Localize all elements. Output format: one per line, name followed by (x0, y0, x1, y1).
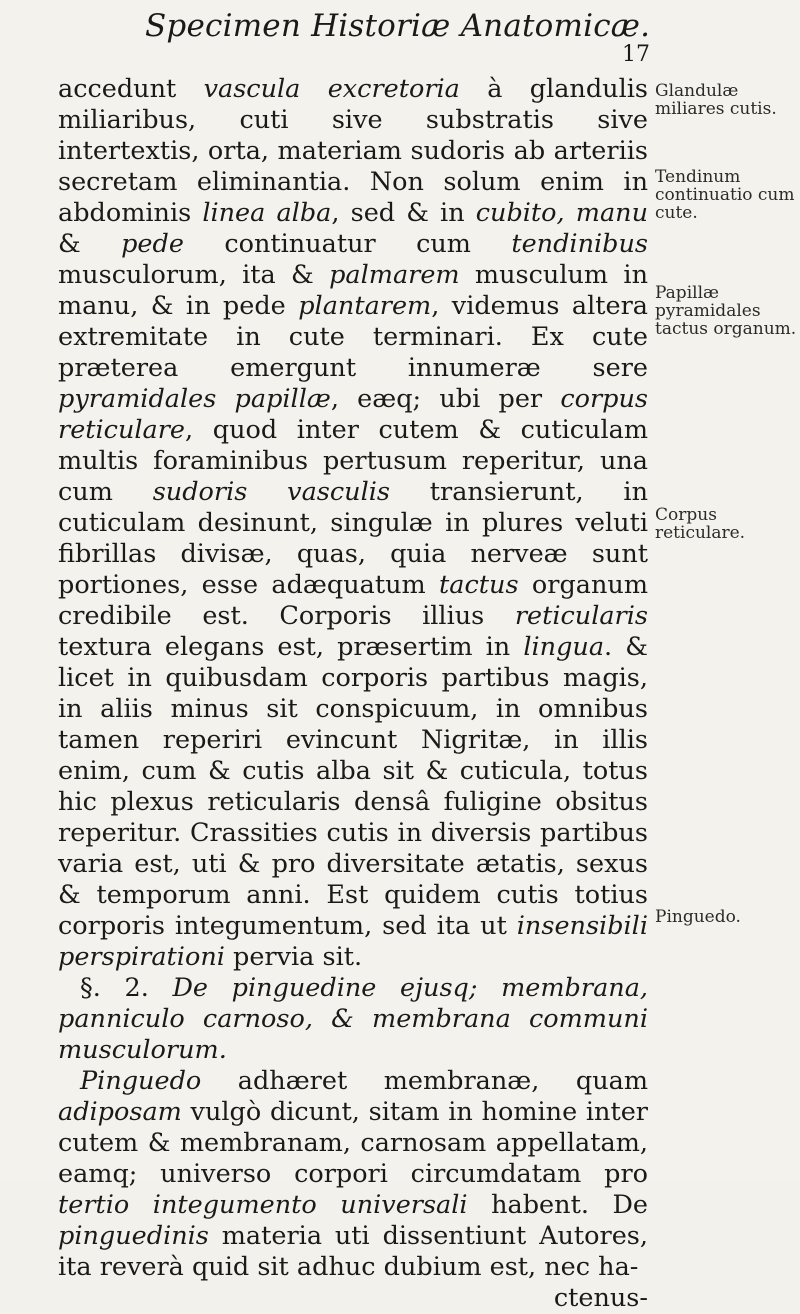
text-run: materia uti dissentiunt Autores, ita reverà quid sit adhuc dubium est, nec ha- (58, 1221, 648, 1282)
italic-term: insensibili perspirationi (58, 911, 648, 972)
italic-term: pyramidales papillæ (58, 384, 331, 414)
italic-term: pinguedinis (58, 1221, 209, 1251)
text-run: musculum in manu, & in pede (58, 260, 648, 321)
italic-term: tendinibus (511, 229, 648, 259)
text-run: , quod inter cutem & cuticulam multis foraminibus pertusum reperitur, una cum (58, 415, 648, 507)
italic-term: cubito, manu (475, 198, 648, 228)
italic-term: tactus (439, 570, 519, 600)
text-run: continuatur cum (183, 229, 512, 259)
text-run: accedunt (58, 74, 204, 104)
margin-note-pinguedo: Pinguedo. (655, 907, 741, 927)
paragraph-2 (58, 1066, 648, 1283)
text-run: transierunt, in cuticulam desinunt, singulæ in plures veluti fibrillas divisæ, quas, quia nerveæ sunt portiones, esse adæquatum (58, 477, 648, 600)
italic-term: tertio integumento universali (58, 1190, 468, 1220)
main-text (58, 46, 648, 1314)
text-run: à glandulis miliaribus, cuti sive substratis sive intertextis, orta, materiam sudoris ab arteriis secretam eliminantia. Non solum enim in abdominis (58, 74, 648, 228)
text-run: organum credibile est. Corporis illius (58, 570, 648, 631)
italic-term: linea alba (202, 198, 332, 228)
text-run: musculorum, ita & (58, 260, 330, 290)
italic-term: adiposam (58, 1097, 182, 1127)
margin-note-corpus: Corpus reticulare. (655, 505, 746, 543)
italic-term: plantarem (298, 291, 432, 321)
page-number: 17 (622, 42, 650, 67)
text-run: , sed & in (331, 198, 476, 228)
section-title: De pinguedine ejusq; membrana, panniculo carnoso, & membrana communi musculorum. (58, 973, 649, 1065)
text-run: habent. De (467, 1190, 648, 1220)
paragraph-1 (58, 74, 648, 973)
italic-term: vascula excretoria (203, 74, 460, 104)
italic-term: Pinguedo (80, 1066, 202, 1096)
text-run: adhæret membranæ, quam (201, 1066, 648, 1096)
running-title: Specimen Historiæ Anatomicæ. (145, 8, 651, 44)
margin-note-glandulae: Glandulæ miliares cutis. (655, 81, 777, 119)
margin-note-papillae: Papillæ pyramidales tactus organum. (655, 283, 797, 339)
catchword: ctenus- (553, 1283, 648, 1313)
text-run: , videmus altera extremitate in cute terminari. Ex cute præterea emergunt innumeræ sere (58, 291, 648, 383)
text-run: vulgò dicunt, sitam in homine inter cutem & membranam, carnosam appellatam, eamq; universo corpori circumdatam pro (58, 1097, 648, 1189)
section-heading (58, 973, 648, 1066)
italic-term: corpus reticulare (58, 384, 648, 445)
italic-term: palmarem (329, 260, 460, 290)
italic-term: pede (121, 229, 184, 259)
text-run: pervia sit. (224, 942, 363, 972)
text-run: , eæq; ubi per (330, 384, 561, 414)
margin-note-tendinum: Tendinum continuatio cum cute. (655, 167, 795, 223)
text-run: & (58, 229, 122, 259)
italic-term: reticularis (514, 601, 648, 631)
italic-term: lingua (523, 632, 605, 662)
italic-term: sudoris vasculis (152, 477, 390, 507)
section-number: §. 2. (80, 973, 173, 1003)
text-run: . & licet in quibusdam corporis partibus magis, in aliis minus sit conspicuum, in omnibus tamen reperiri evincunt Nigritæ, in illis enim, cum & cutis alba sit & cuticula, totus hic plexus reticularis densâ fuligine obsitus reperitur. Crassities cutis in diversis partibus varia est, uti & pro diversitate ætatis, sexus & temporum anni. Est quidem cutis totius corporis integumentum, sed ita ut (58, 632, 648, 941)
text-run: textura elegans est, præsertim in (58, 632, 524, 662)
